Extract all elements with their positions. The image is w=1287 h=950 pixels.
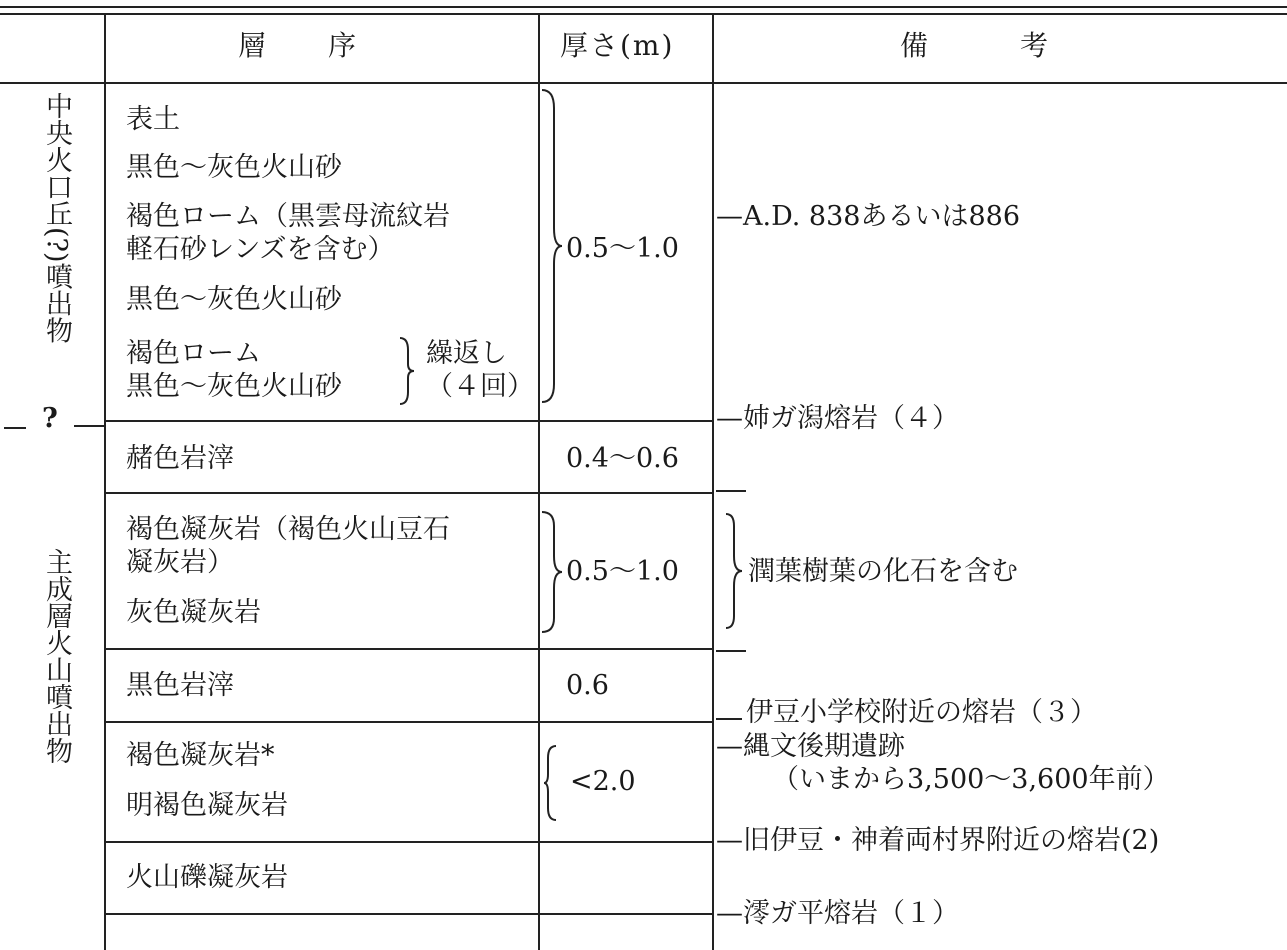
layer-s3-0: 褐色凝灰岩（褐色火山豆石 xyxy=(126,514,450,545)
group-question-mark: ? xyxy=(42,403,58,434)
section-5-brace xyxy=(542,744,562,822)
layer-s1-0: 表土 xyxy=(126,104,180,135)
remark-5: （いまから3,500～3,600年前） xyxy=(772,764,1170,795)
remark-6: —旧伊豆・神着両村界附近の熔岩(2) xyxy=(716,825,1160,856)
section-rule-2 xyxy=(106,492,712,494)
layer-s1-2: 褐色ローム（黒雲母流紋岩 xyxy=(126,201,450,232)
layer-s1-3: 軽石砂レンズを含む） xyxy=(126,234,395,265)
repeat-note-1: 繰返し xyxy=(426,338,507,369)
layer-s4-0: 黒色岩滓 xyxy=(126,670,234,701)
thickness-s1: 0.5～1.0 xyxy=(566,233,679,264)
header-remarks: 備 考 xyxy=(900,29,1051,62)
remark-0: —A.D. 838あるいは886 xyxy=(716,201,1021,232)
remark-2: 潤葉樹葉の化石を含む xyxy=(748,556,1018,587)
layer-s3-2: 灰色凝灰岩 xyxy=(126,597,261,628)
section-rule-5 xyxy=(106,841,712,843)
remark-tick-3 xyxy=(716,718,742,720)
layer-s1-5: 褐色ローム xyxy=(126,338,261,369)
group-boundary-left xyxy=(4,427,26,429)
remark-7: —澪ガ平熔岩（１） xyxy=(716,898,959,929)
layer-s1-1: 黒色～灰色火山砂 xyxy=(126,152,342,183)
remark-4: —縄文後期遺跡 xyxy=(716,731,905,762)
header-thickness: 厚さ(m) xyxy=(560,29,675,62)
group-label-central-cone: 中央火口丘(?)噴出物 xyxy=(41,92,72,344)
layer-s5-0: 褐色凝灰岩* xyxy=(126,740,275,771)
remark-tick-1 xyxy=(716,490,746,492)
thickness-s3: 0.5～1.0 xyxy=(566,556,679,587)
section-rule-1 xyxy=(106,420,712,422)
repeat-note-2: （４回） xyxy=(426,371,534,402)
layer-s5-1: 明褐色凝灰岩 xyxy=(126,790,288,821)
group-label-main-volcano: 主成層火山噴出物 xyxy=(41,548,72,764)
section-rule-6 xyxy=(106,913,712,915)
remark-1: —姉ガ潟熔岩（４） xyxy=(716,403,959,434)
layer-s2-0: 赭色岩滓 xyxy=(126,443,234,474)
section-1-brace xyxy=(540,88,564,406)
remark-tick-2 xyxy=(716,650,746,652)
layer-s3-1: 凝灰岩） xyxy=(126,547,234,578)
thickness-s4: 0.6 xyxy=(566,670,609,701)
top-rule-outer xyxy=(0,6,1287,8)
thickness-s2: 0.4～0.6 xyxy=(566,443,679,474)
header-strata: 層 序 xyxy=(238,29,359,62)
section-rule-4 xyxy=(106,721,712,723)
section-3-brace xyxy=(540,510,564,634)
header-rule xyxy=(0,82,1287,84)
thickness-s5: <2.0 xyxy=(570,766,636,797)
repeat-brace xyxy=(398,336,416,406)
remark-3: 伊豆小学校附近の熔岩（３） xyxy=(746,697,1097,728)
section-rule-3 xyxy=(106,648,712,650)
col-line-1 xyxy=(104,14,106,950)
remark-brace xyxy=(724,512,744,630)
layer-s1-6: 黒色～灰色火山砂 xyxy=(126,371,342,402)
col-line-3 xyxy=(712,14,714,950)
group-boundary-right xyxy=(74,425,104,427)
top-rule-inner xyxy=(0,13,1287,15)
layer-s1-4: 黒色～灰色火山砂 xyxy=(126,284,342,315)
layer-s6-0: 火山礫凝灰岩 xyxy=(126,862,288,893)
